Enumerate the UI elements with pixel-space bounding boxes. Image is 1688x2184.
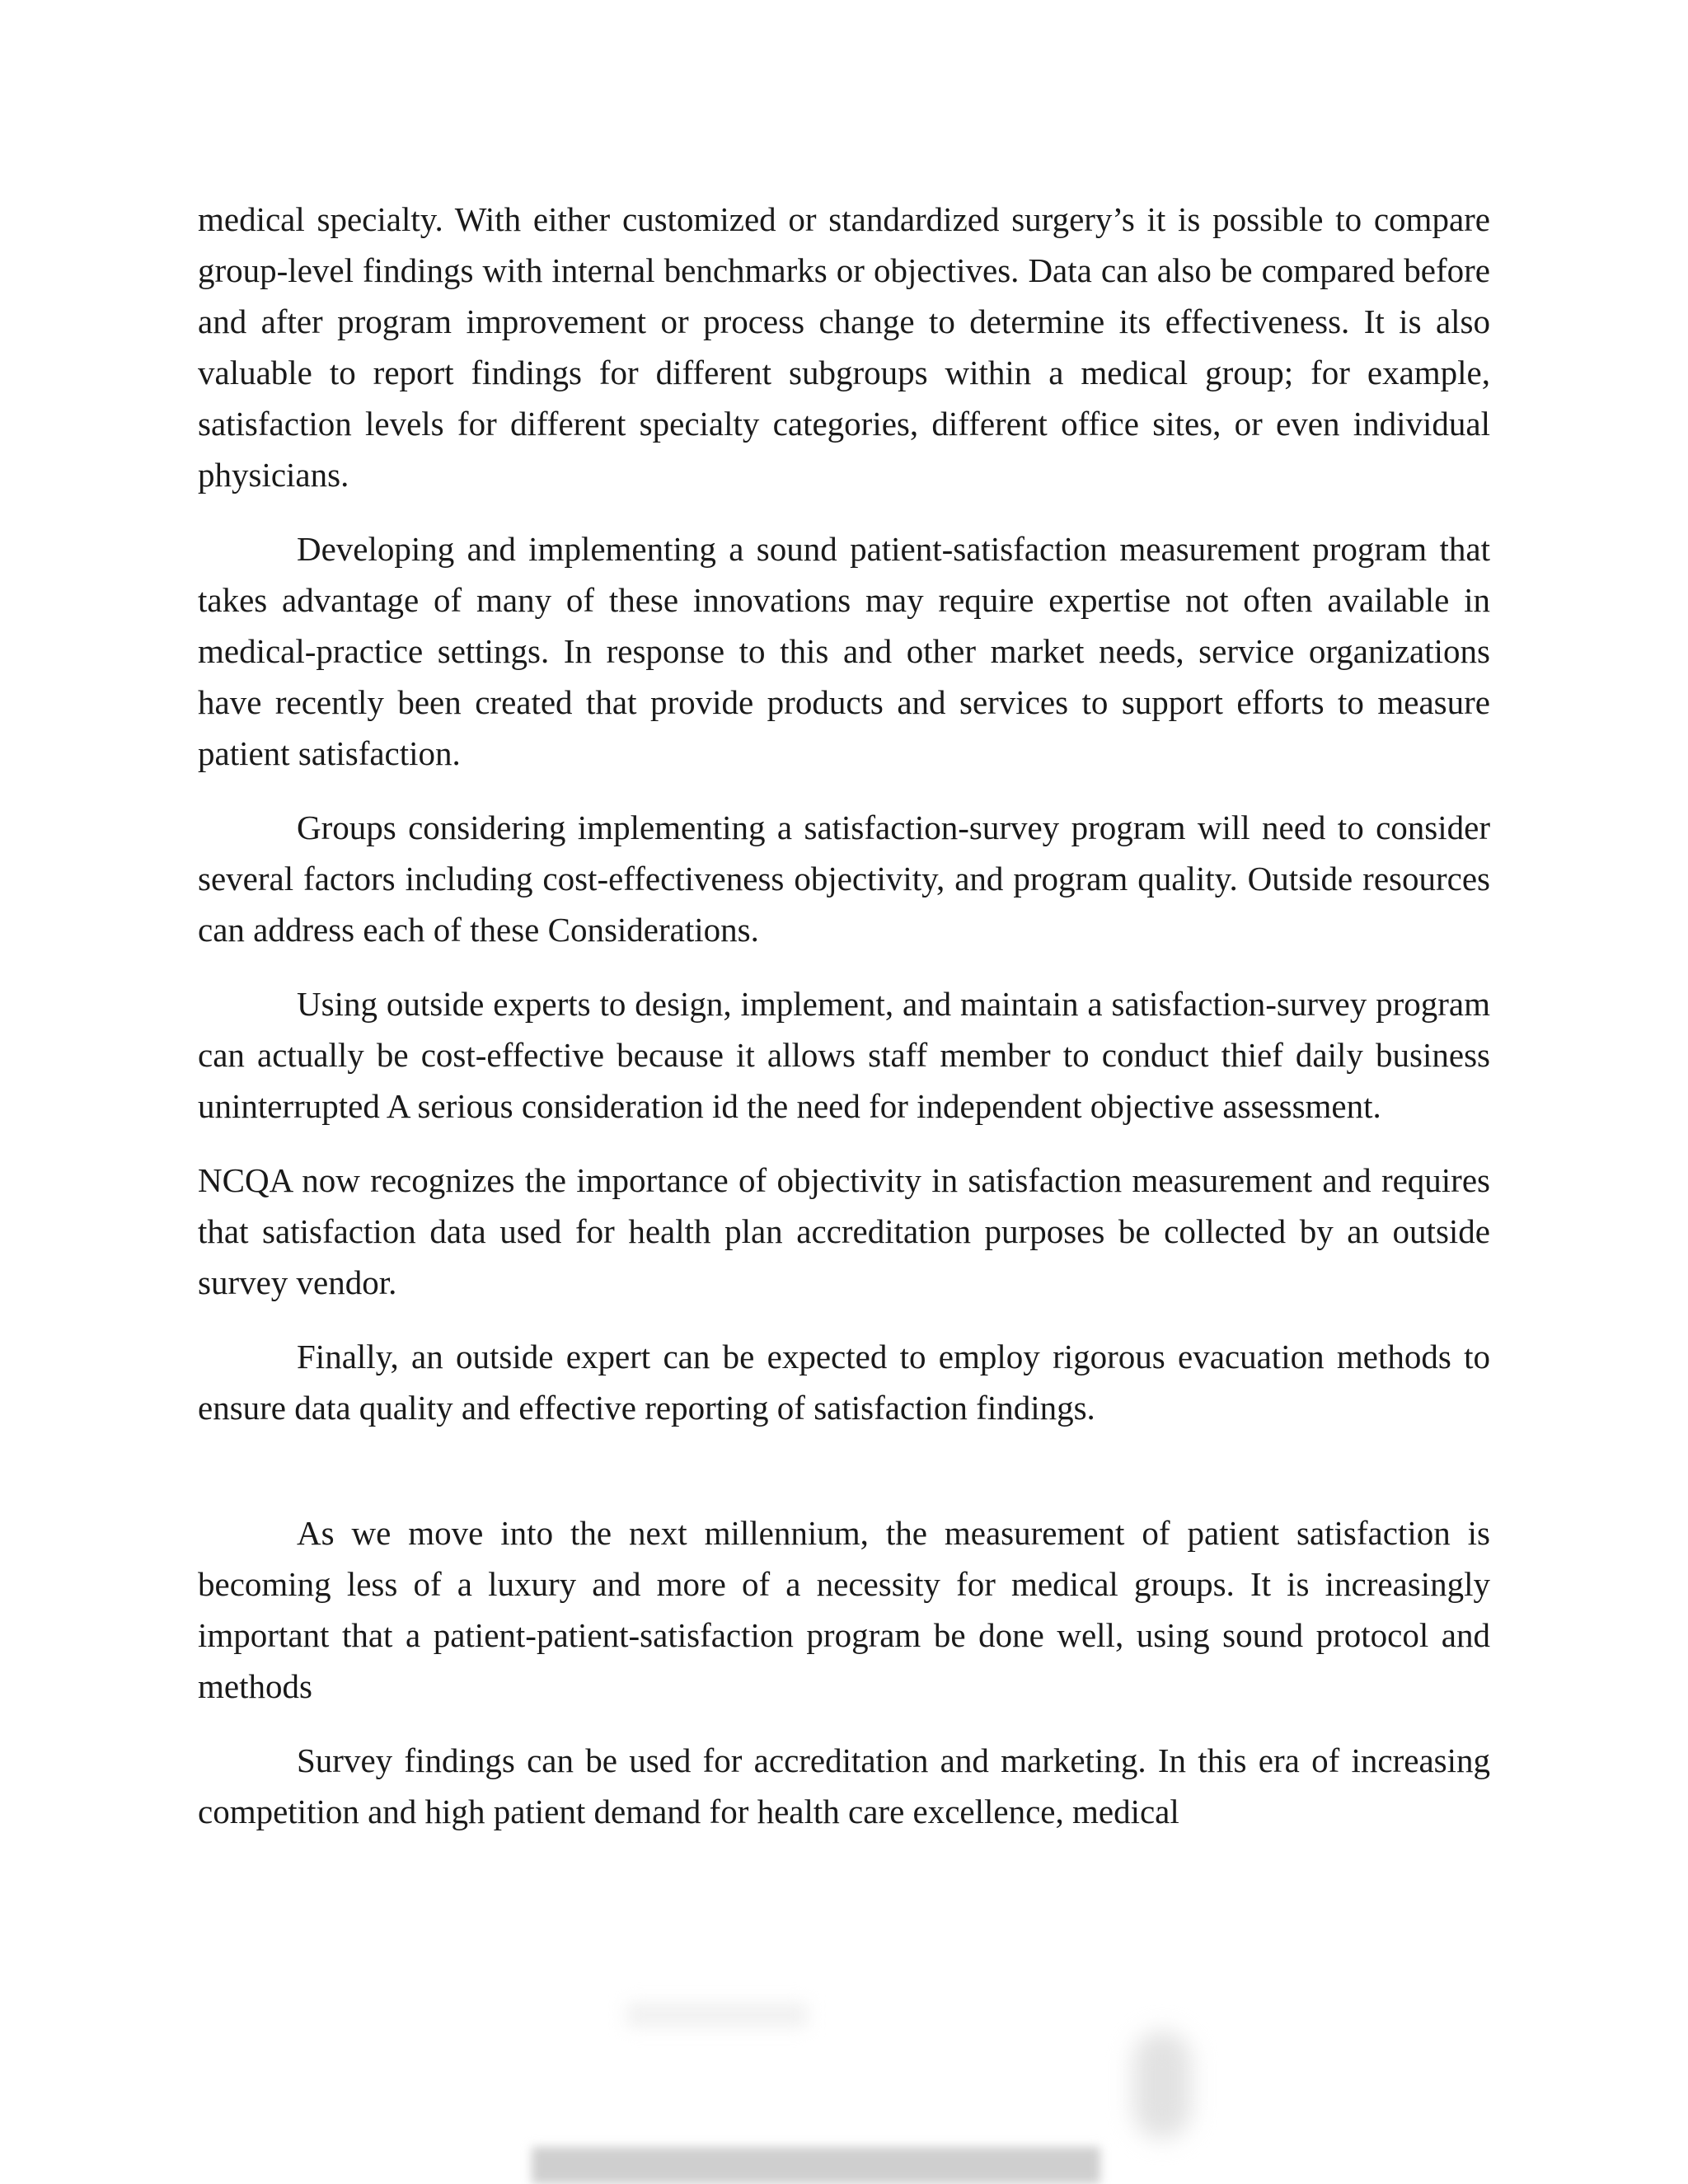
paragraph-5: NCQA now recognizes the importance of objectivity in satisfaction measurement and requires that satisfaction data used for health plan accreditation purposes be collected by an outside survey vendor. xyxy=(198,1161,1490,1301)
paragraph-3: Groups considering implementing a satisfaction-survey program will need to consider several factors including cost-effectiveness objectivity, and program quality. Outside resources can address each of these Considerations. xyxy=(198,808,1490,949)
blurred-footer-mark xyxy=(1133,2032,1191,2139)
paragraph-8: Survey findings can be used for accreditation and marketing. In this era of increasing competition and high patient demand for health care excellence, medical xyxy=(198,1741,1490,1830)
paragraph-2: Developing and implementing a sound patient-satisfaction measurement program that takes advantage of many of these innovations may require expertise not often available in medical-practice settings. In response to this and other market needs, service organizations have recently been created that provide products and services to support efforts to measure patient satisfaction. xyxy=(198,530,1490,772)
paragraph-7: As we move into the next millennium, the measurement of patient satisfaction is becoming less of a luxury and more of a necessity for medical groups. It is increasingly important that a patient-patient-satisfaction program be done well, using sound protocol and methods xyxy=(198,1514,1490,1705)
document-body xyxy=(198,194,1490,1860)
paragraph-4: Using outside experts to design, implement, and maintain a satisfaction-survey program can actually be cost-effective because it allows staff member to conduct thief daily business uninterrupted A serious consideration id the need for independent objective assessment. xyxy=(198,985,1490,1125)
blurred-footer-bar xyxy=(532,2147,1100,2184)
paragraph-1: medical specialty. With either customized or standardized surgery’s it is possible to compare group-level findings with internal benchmarks or objectives. Data can also be compared before and after program improvement or process change to determine its effectiveness. It is also valuable to report findings for different subgroups within a medical group; for example, satisfaction levels for different specialty categories, different office sites, or even individual physicians. xyxy=(198,200,1490,494)
paragraph-6: Finally, an outside expert can be expected to employ rigorous evacuation methods to ensure data quality and effective reporting of satisfaction findings. xyxy=(198,1338,1490,1427)
blurred-footer-text xyxy=(626,2003,808,2027)
